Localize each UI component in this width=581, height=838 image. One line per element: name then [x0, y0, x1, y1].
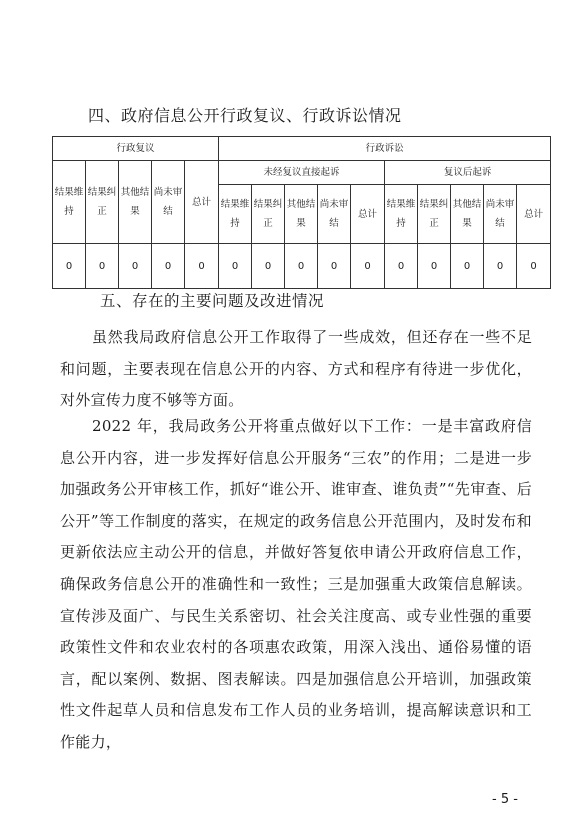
col-corrected: 结果纠正 — [86, 161, 119, 244]
col-corrected: 结果纠正 — [252, 185, 285, 244]
page-number: - 5 - — [492, 792, 518, 807]
value-cell: 0 — [517, 244, 551, 289]
value-cell: 0 — [418, 244, 451, 289]
col-upheld: 结果维持 — [219, 185, 252, 244]
col-upheld: 结果维持 — [53, 161, 86, 244]
col-total: 总计 — [517, 185, 551, 244]
value-cell: 0 — [351, 244, 385, 289]
section5-heading: 五、存在的主要问题及改进情况 — [100, 292, 325, 310]
header-after-review: 复议后起诉 — [385, 161, 551, 185]
header-reconsideration: 行政复议 — [53, 137, 219, 161]
col-total: 总计 — [351, 185, 385, 244]
header-litigation: 行政诉讼 — [219, 137, 551, 161]
col-pending: 尚未审结 — [318, 185, 351, 244]
value-cell: 0 — [152, 244, 185, 289]
value-cell: 0 — [219, 244, 252, 289]
section4-heading: 四、政府信息公开行政复议、行政诉讼情况 — [88, 106, 402, 125]
value-cell: 0 — [318, 244, 351, 289]
header-direct-suit: 未经复议直接起诉 — [219, 161, 385, 185]
review-litigation-table — [52, 136, 551, 289]
col-other: 其他结果 — [285, 185, 318, 244]
col-pending: 尚未审结 — [484, 185, 517, 244]
col-pending: 尚未审结 — [152, 161, 185, 244]
value-cell: 0 — [252, 244, 285, 289]
paragraph-plan: 2022 年，我局政务公开将重点做好以下工作：一是丰富政府信息公开内容，进一步发挥好信息公开服务“三农”的作用；二是进一步加强政务公开审核工作，抓好“谁公开、谁审查、谁负责”“先审查、后公开”等工作制度的落实，在规定的政务信息公开范围内，及时发布和更新依法应主动公开的信息，并做好答复依申请公开政府信息工作，确保政务信息公开的准确性和一致性；三是加强重大政策信息解读。宣传涉及面广、与民生关系密切、社会关注度高、或专业性强的重要政策性文件和农业农村的各项惠农政策，用深入浅出、通俗易懂的语言，配以案例、数据、图表解读。四是加强信息公开培训，加强政策性文件起草人员和信息发布工作人员的业务培训，提高解读意识和工作能力， — [60, 417, 532, 751]
col-upheld: 结果维持 — [385, 185, 418, 244]
value-cell: 0 — [484, 244, 517, 289]
value-cell: 0 — [385, 244, 418, 289]
col-other: 其他结果 — [451, 185, 484, 244]
col-corrected: 结果纠正 — [418, 185, 451, 244]
value-cell: 0 — [119, 244, 152, 289]
value-cell: 0 — [185, 244, 219, 289]
value-cell: 0 — [451, 244, 484, 289]
value-cell: 0 — [285, 244, 318, 289]
value-cell: 0 — [53, 244, 86, 289]
col-other: 其他结果 — [119, 161, 152, 244]
value-cell: 0 — [86, 244, 119, 289]
paragraph-problems: 虽然我局政府信息公开工作取得了一些成效，但还存在一些不足和问题，主要表现在信息公开的内容、方式和程序有待进一步优化，对外宣传力度不够等方面。 — [60, 328, 532, 410]
col-total: 总计 — [185, 161, 219, 244]
